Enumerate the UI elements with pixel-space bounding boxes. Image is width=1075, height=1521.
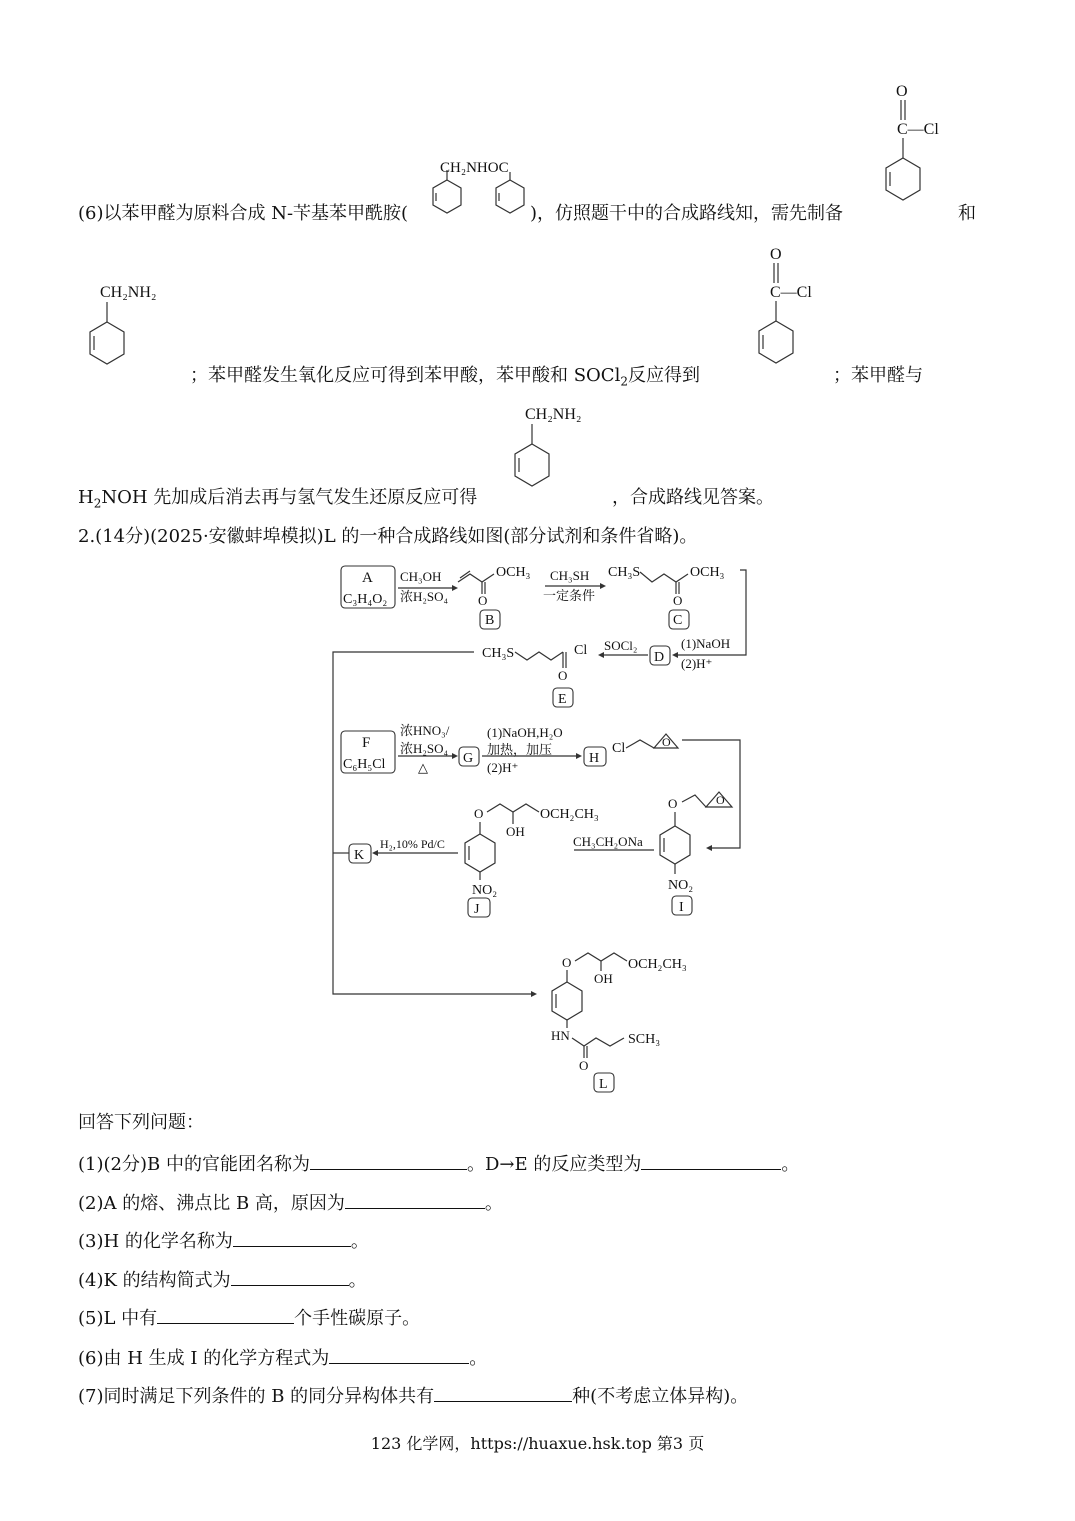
svg-text:浓H₂SO₄: 浓H₂SO₄ (400, 741, 449, 756)
compound-c-label: C (673, 613, 683, 628)
compound-a-label: A (362, 570, 373, 586)
svg-text:SOCl₂: SOCl₂ (604, 638, 638, 653)
compound-a-formula: C₃H₄O₂ (343, 592, 388, 607)
answer-blank-2[interactable] (345, 1190, 485, 1209)
part6-line1-suffix: )，仿照题干中的合成路线知，需先制备 (530, 203, 844, 224)
svg-text:CH₃S: CH₃S (482, 646, 515, 661)
svg-text:CH₃S: CH₃S (608, 565, 641, 580)
svg-text:HN: HN (551, 1028, 570, 1043)
svg-text:Cl: Cl (574, 643, 588, 658)
compound-l-label: L (599, 1077, 608, 1092)
question-4: (4)K 的结构简式为 。 (78, 1267, 367, 1292)
part6-and: 和 (958, 203, 976, 224)
svg-text:CH₃OH: CH₃OH (400, 569, 442, 584)
question-2: (2)A 的熔、沸点比 B 高，原因为 。 (78, 1190, 503, 1215)
svg-text:O: O (579, 1058, 589, 1073)
svg-text:(2)H⁺: (2)H⁺ (681, 656, 713, 671)
part6-line3: $H_2NOH$ 先加成后消去再与氢气发生还原反应可得 (78, 487, 478, 511)
question-3: (3)H 的化学名称为 。 (78, 1228, 369, 1253)
svg-text:△: △ (418, 760, 428, 775)
question-2-title: 2.(14分)(2025·安徽蚌埠模拟)L 的一种合成路线如图(部分试剂和条件省略)。 (78, 526, 698, 547)
svg-text:OCH₃: OCH₃ (690, 565, 725, 580)
svg-text:O: O (558, 668, 568, 683)
svg-text:CH₃CH₂ONa: CH₃CH₂ONa (573, 834, 643, 849)
svg-text:NO₂: NO₂ (668, 878, 694, 893)
answer-blank-4[interactable] (231, 1267, 349, 1286)
compound-j-label: J (474, 902, 480, 917)
svg-text:(2)H⁺: (2)H⁺ (487, 760, 519, 775)
svg-text:O: O (770, 246, 782, 263)
part6-line2-end: ；苯甲醛与 (833, 365, 923, 386)
svg-text:(1)NaOH: (1)NaOH (681, 636, 731, 651)
svg-text:O: O (478, 593, 488, 608)
svg-text:OCH₂CH₃: OCH₂CH₃ (628, 957, 687, 972)
compound-f-label: F (362, 735, 371, 751)
svg-text:加热，加压: 加热，加压 (487, 742, 553, 757)
svg-text:浓HNO₃/: 浓HNO₃/ (400, 723, 450, 738)
compound-d-label: D (654, 650, 665, 665)
svg-text:O: O (668, 796, 678, 811)
svg-text:O: O (716, 793, 725, 807)
question-1: (1)(2分)B 中的官能团名称为 。D→E 的反应类型为 。 (78, 1151, 799, 1176)
answer-blank-7[interactable] (434, 1383, 572, 1402)
question-5: (5)L 中有 个手性碳原子。 (78, 1305, 420, 1330)
part6-line3-end: ，合成路线见答案。 (612, 487, 774, 508)
svg-text:OH: OH (594, 971, 613, 986)
answer-blank-1b[interactable] (641, 1151, 781, 1170)
svg-text:O: O (474, 806, 484, 821)
question-6: (6)由 H 生成 I 的化学方程式为 。 (78, 1345, 487, 1370)
compound-e-label: E (558, 692, 567, 707)
svg-text:一定条件: 一定条件 (543, 588, 596, 603)
answer-blank-6[interactable] (329, 1345, 469, 1364)
svg-text:O: O (673, 593, 683, 608)
ccl-label: C—Cl (897, 121, 939, 138)
questions-intro: 回答下列问题： (78, 1112, 204, 1133)
svg-text:H₂,10% Pd/C: H₂,10% Pd/C (380, 837, 445, 851)
svg-text:NO₂: NO₂ (472, 883, 498, 898)
compound-j-structure (465, 804, 599, 917)
answer-blank-1a[interactable] (310, 1151, 467, 1170)
part6-line2: ；苯甲醛发生氧化反应可得到苯甲酸，苯甲酸和 SOCl$_2$反应得到 (190, 365, 700, 389)
ch2nh2-label: CH₂NH₂ (100, 284, 157, 301)
compound-l-structure (551, 953, 687, 1092)
svg-text:CH₃SH: CH₃SH (550, 568, 590, 583)
svg-text:SCH₃: SCH₃ (628, 1032, 661, 1047)
answer-blank-3[interactable] (233, 1228, 351, 1247)
svg-text:OCH₂CH₃: OCH₂CH₃ (540, 807, 599, 822)
answer-blank-5[interactable] (157, 1305, 294, 1324)
svg-text:CH₂NH₂: CH₂NH₂ (525, 406, 582, 423)
compound-b-label: B (485, 613, 495, 628)
compound-h-label: H (589, 751, 600, 766)
svg-text:O: O (662, 735, 671, 749)
compound-i-structure (660, 792, 732, 915)
question-7: (7)同时满足下列条件的 B 的同分异构体共有 种(不考虑立体异构)。 (78, 1383, 748, 1408)
compound-i-label: I (679, 900, 684, 915)
o-label: O (896, 83, 908, 100)
ch2nhoc-label: CH₂NHOC (440, 160, 509, 176)
svg-text:C₆H₅Cl: C₆H₅Cl (343, 757, 386, 772)
compound-k-label: K (354, 848, 365, 863)
svg-text:C—Cl: C—Cl (770, 284, 812, 301)
svg-text:浓H₂SO₄: 浓H₂SO₄ (400, 589, 449, 604)
svg-text:OH: OH (506, 824, 525, 839)
compound-g-label: G (463, 751, 474, 766)
svg-text:OCH₃: OCH₃ (496, 565, 531, 580)
part6-line1: (6)以苯甲醛为原料合成 N-苄基苯甲酰胺( (78, 203, 409, 224)
svg-text:(1)NaOH,H₂O: (1)NaOH,H₂O (487, 725, 563, 740)
svg-text:O: O (562, 955, 572, 970)
page-footer: 123 化学网，https://huaxue.hsk.top 第3 页 (370, 1434, 705, 1453)
svg-text:Cl: Cl (612, 741, 626, 756)
